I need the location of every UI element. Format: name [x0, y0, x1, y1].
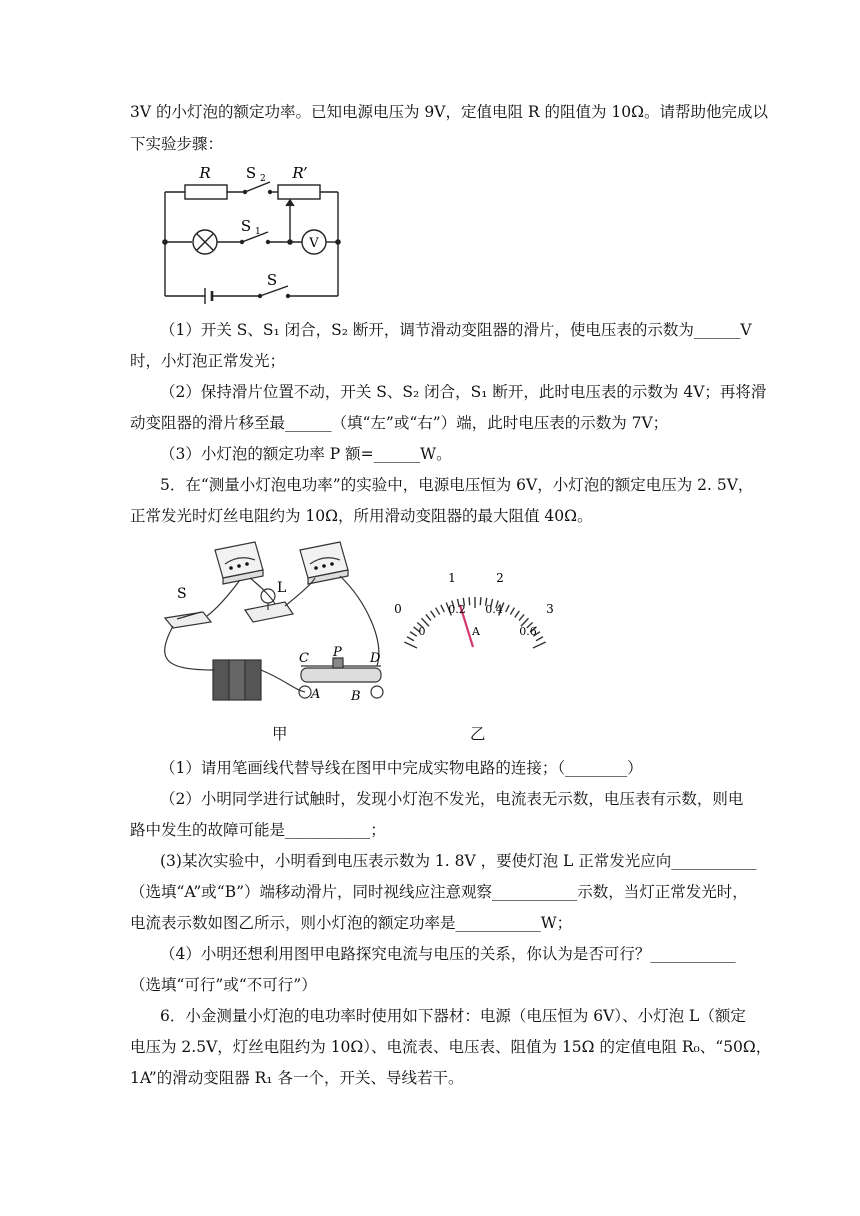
dial-tick	[506, 605, 510, 612]
dial-bottom-label-0: 0	[418, 625, 426, 638]
dial-tick	[426, 614, 431, 620]
dial-top-label-3: 3	[546, 602, 554, 616]
label-S: S	[266, 271, 278, 289]
dial-unit: A	[472, 625, 480, 638]
dial-tick	[519, 614, 524, 620]
fig-jia-label-D: D	[370, 651, 381, 666]
fig-jia-label-A: A	[311, 687, 321, 702]
dial-top-label-2: 2	[496, 571, 504, 585]
dial-tick	[480, 597, 481, 605]
caption-jia: 甲	[272, 725, 288, 743]
dial-tick	[469, 597, 470, 605]
dial-top-label-1: 1	[448, 571, 456, 585]
label-R: R	[199, 164, 211, 182]
label-S2: S	[245, 164, 257, 182]
voltmeter-label: V	[309, 236, 319, 251]
figure-jia-apparatus	[155, 520, 400, 715]
figure-yi-ammeter-dial	[390, 565, 560, 655]
dial-tick	[536, 637, 543, 641]
dial-tick	[431, 611, 436, 618]
dial-tick	[533, 642, 546, 648]
dial-bottom-label-0-6: 0.6	[519, 625, 537, 638]
dial-tick	[436, 608, 440, 615]
label-S2-sub: 2	[260, 174, 266, 184]
dial-top-label-0: 0	[394, 602, 402, 616]
fig-jia-label-B: B	[351, 689, 361, 704]
circuit-diagram	[150, 160, 360, 305]
dial-bottom-label-0-4: 0.4	[485, 603, 503, 616]
dial-tick	[407, 637, 414, 641]
dial-tick	[410, 632, 417, 636]
caption-yi: 乙	[470, 725, 486, 743]
dial-tick	[515, 611, 520, 618]
fig-jia-label-P: P	[333, 645, 342, 660]
fig-jia-label-S: S	[177, 586, 187, 602]
label-S1-sub: 1	[255, 227, 261, 237]
dial-tick	[510, 608, 514, 615]
fig-jia-label-L: L	[277, 580, 287, 596]
dial-tick	[404, 642, 417, 648]
dial-bottom-label-0-2: 0.2	[448, 603, 466, 616]
fig-jia-label-C: C	[299, 651, 309, 666]
label-S1: S	[240, 217, 252, 235]
dial-tick	[441, 605, 445, 612]
label-R-prime: R’	[292, 164, 308, 182]
